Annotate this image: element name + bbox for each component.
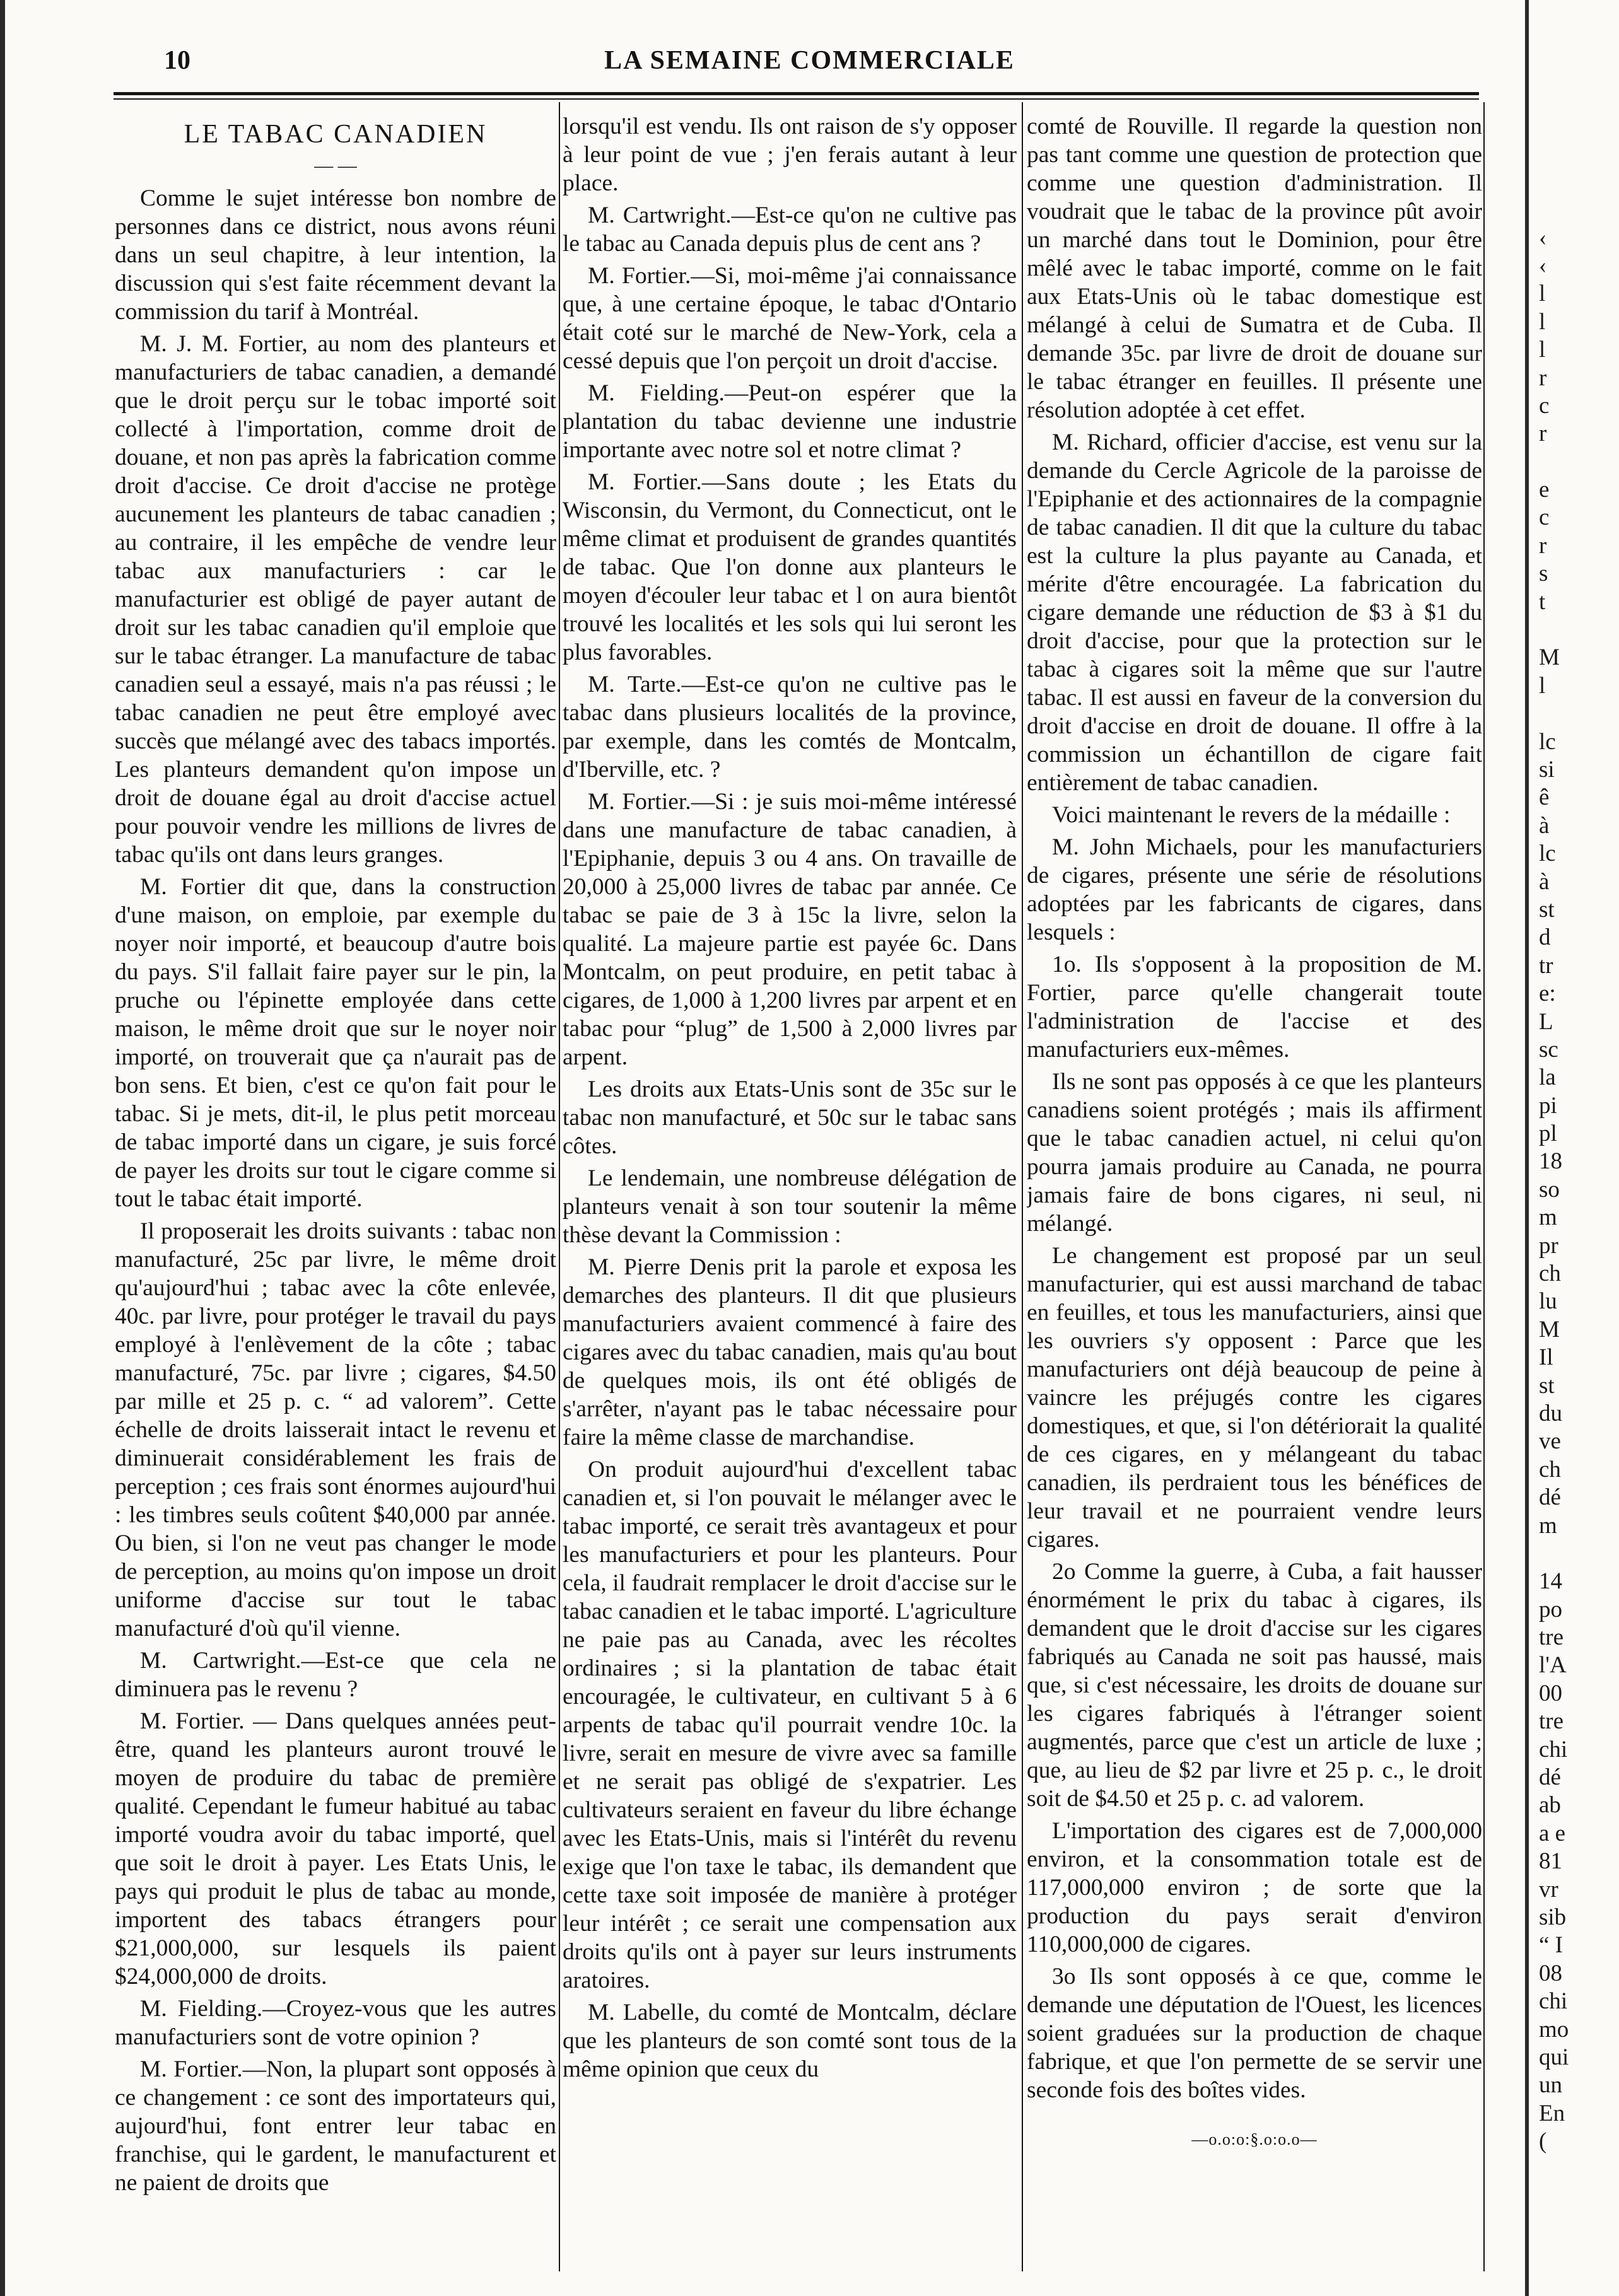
paragraph: lorsqu'il est vendu. Ils ont raison de s'y opposer à leur point de vue ; j'en ferais autant à leur place. [563,114,1017,196]
end-ornament: —o.o:o:§.o:o.o— [1191,2130,1318,2148]
paragraph: Les droits aux Etats-Unis sont de 35c sur le tabac non manufacturé, et 50c sur le tabac sans côtes. [563,1076,1017,1159]
paragraph: M. Fortier.—Non, la plupart sont opposés à ce changement : ce sont des importateurs qui, aujourd'hui, font entrer leur tabac en franchise, qui le gardent, le manufacturent et ne paient de droits que [115,2056,556,2196]
adjacent-page-fragment [1539,112,1619,2269]
paragraph: Le changement est proposé par un seul manufacturier, qui est aussi marchand de tabac en feuilles, et tous les manufacturiers, ainsi que les ouvriers s'y opposent : Parce que les manufacturiers ont déjà beaucoup de peine à vaincre les préjugés contre les cigares domestiques, et que, si l'on détériorait la qualité de ces cigares, en y mélangeant du tabac canadien, ils perdraient tous les bénéfices de leur travail et ne pourraient vendre leurs cigares. [1027,1243,1482,1553]
margin-fragment-line: c [1539,504,1550,531]
paragraph: Voici maintenant le revers de la médaille : [1052,802,1451,828]
paragraph: M. Fortier.—Si : je suis moi-même intéressé dans une manufacture de tabac canadien, à l'Epiphanie, depuis 3 ou 4 ans. On travaille de 20,000 à 25,000 livres de tabac par année. Ce tabac se paie de 3 à 15c la livre, selon la qualité. La majeure partie est payée 6c. Dans Montcalm, on peut produire, en petit tabac à cigares, de 1,000 à 1,200 livres par arpent et en tabac pour “plug” de 1,500 à 2,000 livres par arpent. [563,789,1017,1070]
paragraph: Comme le sujet intéresse bon nombre de personnes dans ce district, nous avons réuni dans un seul chapitre, à leur intention, la discussion qui s'est faite récemment devant la commission du tarif à Montréal. [115,185,556,325]
margin-fragment-line: m [1539,1204,1557,1231]
paragraph: M. Fortier.—Sans doute ; les Etats du Wisconsin, du Vermont, du Connecticut, ont le même climat et produisent de grandes quantités de tabac. Que l'on donne aux planteurs le moyen d'écouler leur tabac et l on aura bientôt trouvé les localités et les sols qui lui seront les plus favorables. [563,469,1017,665]
margin-fragment-line: vr [1539,1876,1558,1903]
margin-fragment-line: chi [1539,1988,1568,2015]
margin-fragment-line: du [1539,1400,1562,1426]
margin-fragment-line: po [1539,1596,1562,1623]
column-divider [559,102,560,2271]
paragraph: M. Pierre Denis prit la parole et exposa les demarches des planteurs. Il dit que plusieurs manufacturiers avaient commencé à faire des cigares avec du tabac canadien, mais qu'au bout de quelques mois, ils ont été obligés de s'arrêter, n'ayant pas le tabac nécessaire pour faire la même classe de marchandise. [563,1254,1017,1450]
margin-fragment-line: l [1539,672,1546,699]
margin-fragment-line: ve [1539,1428,1561,1455]
margin-fragment-line [1539,448,1619,476]
margin-fragment-line: “ I [1539,1932,1563,1959]
paragraph: M. Fortier. — Dans quelques années peut-être, quand les planteurs auront trouvé le moyen de produire du tabac de première qualité. Cependant le fumeur habitué au tabac importé voudra avoir du tabac importé, quel que soit le droit à payer. Les Etats Unis, le pays qui produit le plus de tabac au monde, importent des tabacs étrangers pour $21,000,000, sur lesquels ils paient $24,000,000 de droits. [115,1708,556,1990]
running-header [0,45,1619,73]
binding-edge-right [1525,0,1529,2296]
paragraph: M. Tarte.—Est-ce qu'on ne cultive pas le tabac dans plusieurs localités de la province, par exemple, dans les comtés de Montcalm, d'Iberville, etc. ? [563,672,1017,783]
margin-fragment-line: lc [1539,841,1556,867]
margin-fragment-line: dé [1539,1484,1561,1511]
margin-fragment-line: à [1539,868,1550,895]
margin-fragment-line [1539,616,1619,644]
margin-fragment-line: 14 [1539,1568,1562,1595]
margin-fragment-line: lu [1539,1288,1557,1315]
paragraph: Ils ne sont pas opposés à ce que les planteurs canadiens soient protégés ; mais ils affirment que le tabac canadien actuel, ni celui qu'on pourra jamais produire au Canada, ne pourra jamais faire de bons cigares, ni seul, ni mélangé. [1027,1069,1482,1237]
page-number: 10 [164,46,190,75]
margin-fragment-line: pl [1539,1121,1557,1147]
header-rule-thick [114,92,1479,95]
margin-fragment-line: so [1539,1176,1560,1203]
margin-fragment-line: l [1539,337,1546,363]
margin-fragment-line: e: [1539,981,1556,1007]
margin-fragment-line: a e [1539,1820,1566,1846]
margin-fragment-line: sc [1539,1036,1558,1063]
margin-fragment-line: pi [1539,1092,1557,1119]
margin-fragment-line: si [1539,756,1555,783]
margin-fragment-line [1539,168,1619,196]
paragraph: M. Fielding.—Peut-on espérer que la plantation du tabac devienne une industrie importante avec notre sol et notre climat ? [563,380,1017,463]
paragraph: M. Richard, officier d'accise, est venu sur la demande du Cercle Agricole de la paroisse de l'Epiphanie et des actionnaires de la compagnie de tabac canadien. Il dit que la culture du tabac est la culture la plus payante au Canada, et mérite d'être encouragée. La fabrication du cigare demande une réduction de $3 à $1 du droit d'accise, pour que la protection sur le tabac à cigares soit la même que sur l'autre tabac. Il est aussi en faveur de la conversion du droit d'accise en droit de douane. Il offre à la commission un échantillon de cigare fait entièrement de tabac canadien. [1027,429,1482,796]
margin-fragment-line: e [1539,477,1550,503]
margin-fragment-line: tre [1539,1624,1564,1651]
margin-fragment-line: ‹ [1539,252,1547,279]
margin-fragment-line: t [1539,588,1546,615]
margin-fragment-line: lc [1539,728,1556,755]
paragraph: M. J. M. Fortier, au nom des planteurs et manufacturiers de tabac canadien, a demandé que le droit perçu sur le tobac importé soit collecté à l'importation, comme droit de douane, et non pas après la fabrication comme droit d'accise. Ce droit d'accise ne protège aucunement les planteurs de tabac canadien ; au contraire, il les empêche de vendre leur tabac aux manufacturiers : car le manufacturier est obligé de payer autant de droit sur les tabac canadien qu'il emploie que sur le tabac étranger. La manufacture de tabac canadien seul a essayé, mais n'a pas réussi ; le tabac canadien ne peut être employé avec succès que mélangé avec des tabacs importés. Les planteurs demandent qu'on impose un droit de douane égal au droit d'accise actuel pour pouvoir vendre les millions de livres de tabac qu'ils ont dans leurs granges. [115,331,556,868]
paragraph: Il proposerait les droits suivants : tabac non manufacturé, 25c par livre, le même droit qu'aujourd'hui ; tabac avec la côte enlevée, 40c. par livre, pour protéger le travail du pays employé à l'enlèvement de la côte ; tabac manufacturé, 75c. par livre ; cigares, $4.50 par mille et 25 p. c. “ ad valorem”. Cette échelle de droits laisserait intact le revenu et diminuerait considérablement les frais de perception ; ces frais sont énormes aujourd'hui : les timbres seuls coûtent $40,000 par année. Ou bien, si l'on ne veut pas changer le mode de perception, au moins qu'on impose un droit uniforme d'accise sur tout le tabac manufacturé d'où qu'il vienne. [115,1218,556,1642]
margin-fragment-line: 00 [1539,1680,1562,1706]
margin-fragment-line: tr [1539,952,1553,979]
margin-fragment-line: ‹ [1539,224,1547,251]
binding-edge-left [0,0,5,2296]
margin-fragment-line: ( [1539,2128,1547,2155]
margin-fragment-line [1539,700,1619,728]
newspaper-title: LA SEMAINE COMMERCIALE [604,46,1015,75]
margin-fragment-line: En [1539,2100,1565,2126]
margin-fragment-line: l [1539,308,1546,335]
margin-fragment-line: l [1539,281,1546,307]
paragraph: M. Fortier.—Si, moi-même j'ai connaissance que, à une certaine époque, le tabac d'Ontario était coté sur le marché de New-York, cela a cessé depuis que l'on perçoit un droit d'accise. [563,263,1017,374]
margin-fragment-line: m [1539,1512,1557,1539]
margin-fragment-line: ch [1539,1261,1561,1287]
margin-fragment-line: tre [1539,1708,1564,1735]
paragraph: 3o Ils sont opposés à ce que, comme le demande une députation de l'Ouest, les licences soient graduées sur la production de chaque fabrique, et que l'on permette de se servir une seconde fois des boîtes vides. [1027,1964,1482,2103]
margin-fragment-line [1539,1540,1619,1568]
margin-fragment-line: un [1539,2072,1562,2099]
margin-fragment-line: 18 [1539,1148,1562,1175]
paragraph: M. Fortier dit que, dans la construction d'une maison, on emploie, par exemple du noyer noir importé, et beaucoup d'autre bois du pays. S'il fallait faire payer sur le pin, la pruche ou l'épinette employée dans cette maison, le même droit que sur le noyer noir importé, on trouverait que ça n'aurait pas de bon sens. Et bien, c'est ce qu'on fait pour le tabac. Si je mets, dit-il, le plus petit morceau de tabac importé dans un cigare, je suis forcé de payer les droits sur tout le cigare comme si tout le tabac était importé. [115,874,556,1213]
paragraph: M. Labelle, du comté de Montcalm, déclare que les planteurs de son comté sont tous de la même opinion que ceux du [563,2000,1017,2082]
article-column-2 [563,112,1017,2269]
margin-fragment-line: c [1539,392,1550,419]
margin-fragment-line: 08 [1539,1960,1562,1986]
margin-fragment-line: st [1539,896,1555,923]
margin-fragment-line: qui [1539,2044,1569,2070]
margin-fragment-line: chi [1539,1736,1568,1763]
margin-fragment-line: mo [1539,2016,1569,2043]
paragraph: M. Cartwright.—Est-ce que cela ne diminuera pas le revenu ? [115,1648,556,1703]
article-column-3 [1027,112,1482,2269]
margin-fragment-line: sib [1539,1904,1567,1930]
margin-fragment-line: r [1539,532,1547,559]
paragraph: comté de Rouville. Il regarde la question non pas tant comme une question de protection que comme une question d'administration. Il voudrait que le tabac de la province pût avoir un marché dans tout le Dominion, pour être mêlé avec le tabac importé, comme on le fait aux Etats-Unis où le tabac domestique est mélangé à celui de Sumatra et de Cuba. Il demande 35c. par livre de droit de douane sur le tabac étranger en feuilles. Il présente une résolution adoptée à cet effet. [1027,114,1482,423]
column-divider [1022,102,1023,2271]
article-column-1 [115,112,556,2269]
article-headline: LE TABAC CANADIEN [184,120,488,149]
paragraph: On produit aujourd'hui d'excellent tabac canadien et, si l'on pouvait le mélanger avec le tabac importé, ce serait très avantageux et pour les manufacturiers et pour les planteurs. Pour cela, il faudrait remplacer le droit d'accise sur le tabac canadien et le tabac importé. L'agriculture ne paie pas au Canada, avec les récoltes ordinaires ; si la plantation de tabac était encouragée, le cultivateur, en cultivant 5 à 6 arpents de tabac qu'il pourrait vendre 10c. la livre, serait en mesure de vivre avec sa famille et ne serait pas obligé de s'expatrier. Les cultivateurs seraient en faveur du libre échange avec les Etats-Unis, mais si l'intérêt du revenu exige que l'on taxe le tabac, ils demandent que cette taxe soit imposée de manière à protéger leur intérêt ; ce serait une compensation aux droits qu'ils ont à payer sur leurs instruments aratoires. [563,1457,1017,1993]
margin-fragment-line: 81 [1539,1848,1562,1875]
margin-fragment-line: L [1539,1008,1553,1035]
headline-dash: — — [314,155,357,177]
margin-fragment-line: d [1539,924,1551,951]
margin-fragment-line [1539,140,1619,168]
paragraph: M. Cartwright.—Est-ce qu'on ne cultive pas le tabac au Canada depuis plus de cent ans ? [563,202,1017,257]
margin-fragment-line: M [1539,644,1560,671]
margin-fragment-line: l'A [1539,1652,1567,1679]
margin-fragment-line: dé [1539,1764,1561,1791]
paragraph: 2o Comme la guerre, à Cuba, a fait hausser énormément le prix du tabac à cigares, ils demandent que le droit d'accise sur les cigares fabriqués au Canada ne soit pas haussé, mais que, si c'est nécessaire, les droits de douane sur les cigares fabriqués à l'étranger soient augmentés, parce que c'est un article de luxe ; que, au lieu de $2 par livre et 25 p. c., le droit soit de $4.50 et 25 p. c. ad valorem. [1027,1559,1482,1812]
margin-fragment-line: ê [1539,784,1550,811]
paragraph: M. John Michaels, pour les manufacturiers de cigares, présente une série de résolutions adoptées par les fabricants de cigares, dans lesquels : [1027,834,1482,945]
margin-fragment-line: st [1539,1372,1555,1399]
margin-fragment-line: ab [1539,1792,1561,1819]
paragraph: 1o. Ils s'opposent à la proposition de M. Fortier, parce qu'elle changerait toute l'administration de l'accise et des manufacturiers eux-mêmes. [1027,952,1482,1063]
margin-fragment-line: à [1539,812,1550,839]
header-rule-thin [114,98,1479,100]
paragraph: M. Fielding.—Croyez-vous que les autres manufacturiers sont de votre opinion ? [115,1996,556,2051]
paragraph: L'importation des cigares est de 7,000,000 environ, et la consommation totale est de 117,000,000 environ ; de sorte que la production du pays serait d'environ 110,000,000 de cigares. [1027,1818,1482,1957]
paragraph: Le lendemain, une nombreuse délégation de planteurs venait à son tour soutenir la même thèse devant la Commission : [563,1165,1017,1248]
margin-fragment-line [1539,112,1619,140]
margin-fragment-line: r [1539,421,1547,447]
margin-fragment-line: la [1539,1064,1556,1091]
margin-fragment-line: M [1539,1316,1560,1343]
margin-fragment-line: s [1539,561,1548,587]
margin-fragment-line: pr [1539,1232,1558,1259]
margin-fragment-line [1539,196,1619,224]
column-divider [1483,102,1485,2271]
margin-fragment-line: ch [1539,1456,1561,1483]
margin-fragment-line: Il [1539,1344,1553,1371]
margin-fragment-line: r [1539,364,1547,391]
